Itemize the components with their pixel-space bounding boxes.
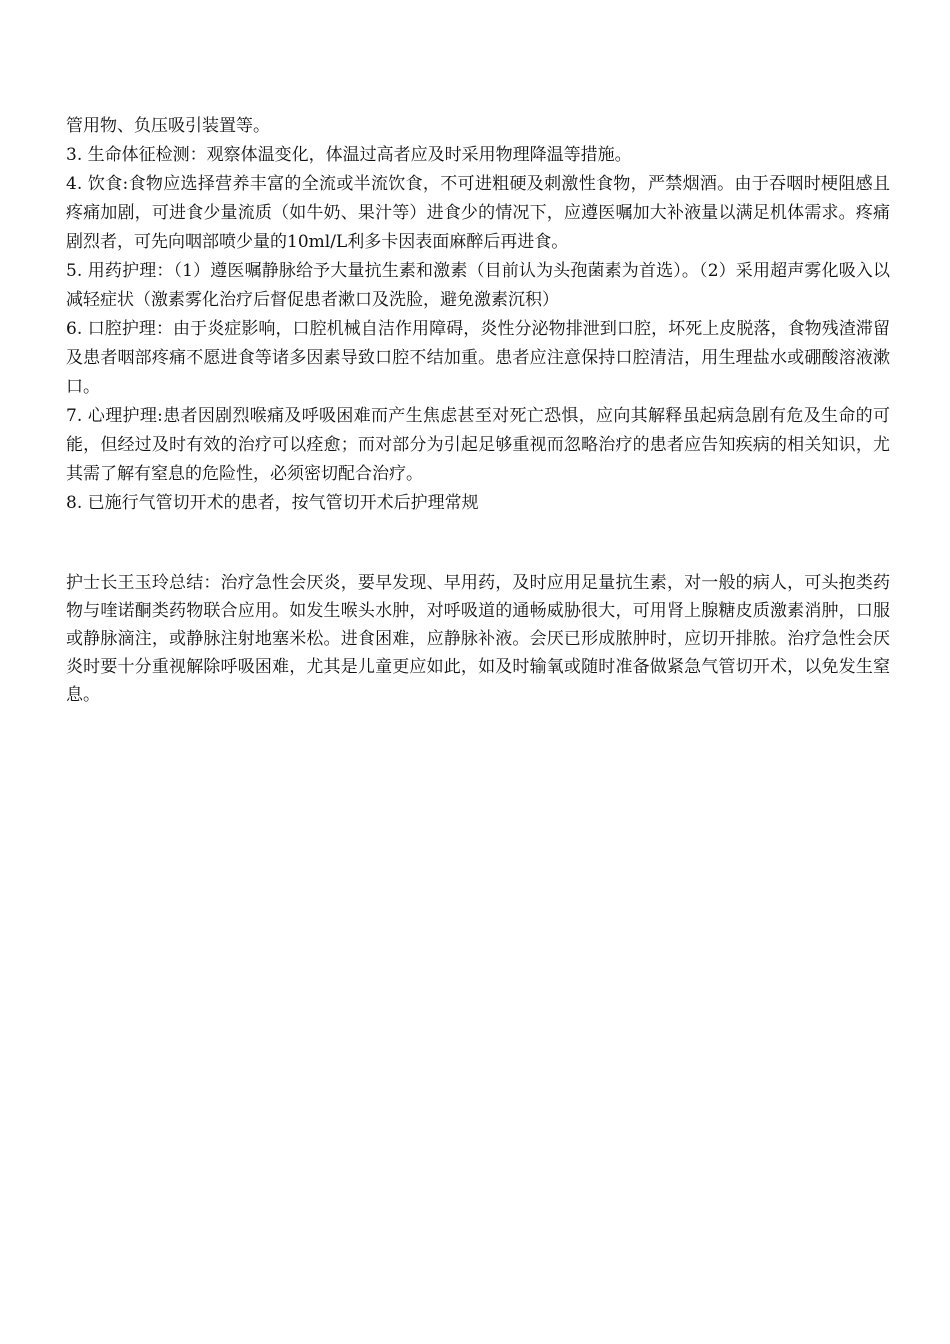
document-page (66, 112, 890, 726)
head-nurse-summary: 护士长王玉玲总结：治疗急性会厌炎，要早发现、早用药，及时应用足量抗生素，对一般的病人，可头抱类药物与喹诺酮类药物联合应用。如发生喉头水肿，对呼吸道的通畅威胁很大，可用肾上腺糖皮质激素消肿，口服或静脉滴注，或静脉注射地塞米松。进食困难，应静脉补液。会厌已形成脓肿时，应切开排脓。治疗急性会厌炎时要十分重视解除呼吸困难，尤其是儿童更应如此，如及时输氧或随时准备做紧急气管切开术，以免发生窒息。 (66, 573, 890, 705)
paragraph-medication: 5. 用药护理：（1）遵医嘱静脉给予大量抗生素和激素（目前认为头孢菌素为首选）。（2）采用超声雾化吸入以减轻症状（激素雾化治疗后督促患者漱口及洗脸，避免激素沉积） (66, 261, 890, 310)
paragraph-vital-signs: 3. 生命体征检测：观察体温变化，体温过高者应及时采用物理降温等措施。 (66, 145, 632, 165)
paragraph-tracheotomy: 8. 已施行气管切开术的患者，按气管切开术后护理常规 (66, 493, 479, 513)
paragraph-oral-care: 6. 口腔护理：由于炎症影响，口腔机械自洁作用障碍，炎性分泌物排泄到口腔，坏死上皮脱落，食物残渣滞留及患者咽部疼痛不愿进食等诸多因素导致口腔不结加重。患者应注意保持口腔清洁，用生理盐水或硼酸溶液漱口。 (66, 319, 890, 397)
paragraph-continuation: 管用物、负压吸引装置等。 (66, 116, 270, 136)
paragraph-psychological-care: 7. 心理护理:患者因剧烈喉痛及呼吸困难而产生焦虑甚至对死亡恐惧，应向其解释虽起病急剧有危及生命的可能，但经过及时有效的治疗可以痊愈；而对部分为引起足够重视而忽略治疗的患者应告知疾病的相关知识，尤其需了解有窒息的危险性，必须密切配合治疗。 (66, 406, 890, 484)
paragraph-diet: 4. 饮食:食物应选择营养丰富的全流或半流饮食，不可进粗硬及刺激性食物，严禁烟酒。由于吞咽时梗阻感且疼痛加剧，可进食少量流质（如牛奶、果汁等）进食少的情况下，应遵医嘱加大补液量以满足机体需求。疼痛剧烈者，可先向咽部喷少量的10ml/L利多卡因表面麻醉后再进食。 (66, 174, 890, 252)
